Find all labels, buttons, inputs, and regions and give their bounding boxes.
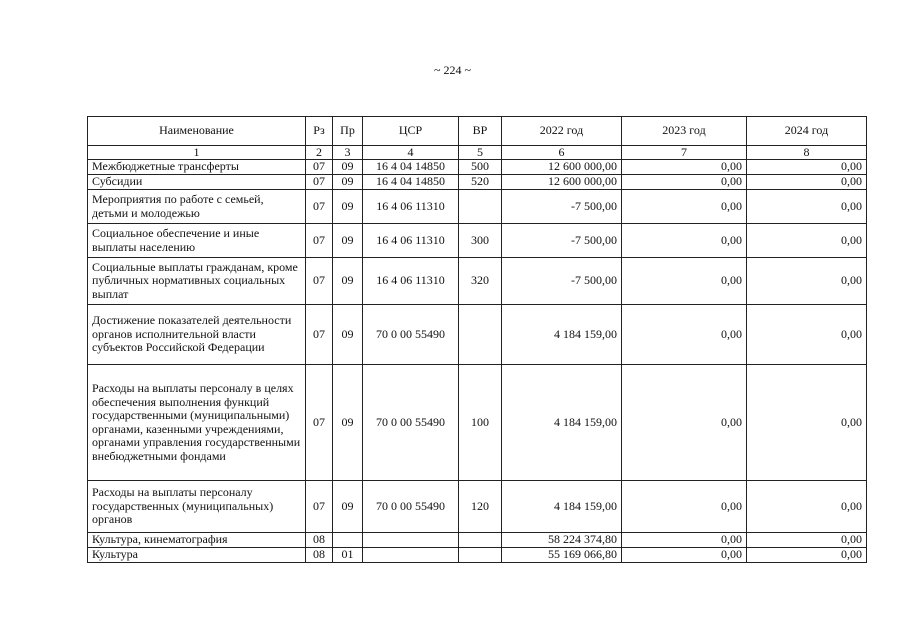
cell-2024: 0,00 (747, 160, 867, 175)
cell-2024: 0,00 (747, 305, 867, 365)
column-number: 2 (306, 146, 333, 160)
cell-name: Межбюджетные трансферты (88, 160, 306, 175)
cell-2022: 4 184 159,00 (502, 481, 622, 533)
cell-vr: 120 (459, 481, 502, 533)
header-2023: 2023 год (622, 117, 747, 146)
cell-name: Субсидии (88, 175, 306, 190)
table-row (88, 224, 867, 258)
cell-2024: 0,00 (747, 365, 867, 481)
cell-csr: 16 4 06 11310 (363, 190, 459, 224)
cell-2022: 58 224 374,80 (502, 533, 622, 548)
cell-rz: 07 (306, 481, 333, 533)
cell-2022: 4 184 159,00 (502, 305, 622, 365)
cell-2022: -7 500,00 (502, 258, 622, 305)
column-number: 4 (363, 146, 459, 160)
cell-2023: 0,00 (622, 258, 747, 305)
cell-pr: 09 (333, 305, 363, 365)
cell-rz: 07 (306, 305, 333, 365)
cell-2023: 0,00 (622, 365, 747, 481)
table-row (88, 365, 867, 481)
cell-2024: 0,00 (747, 258, 867, 305)
cell-vr (459, 190, 502, 224)
column-number: 8 (747, 146, 867, 160)
cell-rz: 07 (306, 224, 333, 258)
column-number: 5 (459, 146, 502, 160)
table-row (88, 190, 867, 224)
table-row (88, 548, 867, 563)
cell-pr: 09 (333, 160, 363, 175)
page-number: ~ 224 ~ (434, 63, 471, 77)
cell-2022: 12 600 000,00 (502, 160, 622, 175)
table-row (88, 533, 867, 548)
cell-2024: 0,00 (747, 533, 867, 548)
cell-csr: 16 4 04 14850 (363, 175, 459, 190)
cell-2024: 0,00 (747, 190, 867, 224)
cell-2023: 0,00 (622, 160, 747, 175)
cell-2022: 4 184 159,00 (502, 365, 622, 481)
cell-pr: 01 (333, 548, 363, 563)
cell-csr: 16 4 06 11310 (363, 258, 459, 305)
cell-vr (459, 305, 502, 365)
cell-2024: 0,00 (747, 548, 867, 563)
cell-2023: 0,00 (622, 481, 747, 533)
cell-vr (459, 533, 502, 548)
cell-2023: 0,00 (622, 190, 747, 224)
cell-pr: 09 (333, 365, 363, 481)
column-number: 3 (333, 146, 363, 160)
cell-name: Социальное обеспечение и иные выплаты населению (88, 224, 306, 258)
table-row (88, 160, 867, 175)
header-2022: 2022 год (502, 117, 622, 146)
cell-pr: 09 (333, 224, 363, 258)
cell-rz: 07 (306, 175, 333, 190)
cell-csr: 16 4 06 11310 (363, 224, 459, 258)
cell-csr: 70 0 00 55490 (363, 481, 459, 533)
cell-name: Социальные выплаты гражданам, кроме публичных нормативных социальных выплат (88, 258, 306, 305)
cell-pr: 09 (333, 175, 363, 190)
cell-2022: 12 600 000,00 (502, 175, 622, 190)
budget-table (87, 116, 867, 563)
cell-vr: 320 (459, 258, 502, 305)
cell-vr: 500 (459, 160, 502, 175)
cell-name: Культура, кинематография (88, 533, 306, 548)
cell-2023: 0,00 (622, 548, 747, 563)
cell-rz: 07 (306, 258, 333, 305)
cell-csr (363, 533, 459, 548)
cell-2024: 0,00 (747, 481, 867, 533)
header-csr: ЦСР (363, 117, 459, 146)
cell-vr (459, 548, 502, 563)
table-row (88, 258, 867, 305)
cell-vr: 100 (459, 365, 502, 481)
cell-pr: 09 (333, 190, 363, 224)
header-2024: 2024 год (747, 117, 867, 146)
cell-csr: 70 0 00 55490 (363, 305, 459, 365)
cell-2022: -7 500,00 (502, 190, 622, 224)
cell-rz: 08 (306, 548, 333, 563)
cell-2024: 0,00 (747, 224, 867, 258)
cell-2022: 55 169 066,80 (502, 548, 622, 563)
cell-pr: 09 (333, 258, 363, 305)
cell-name: Расходы на выплаты персоналу в целях обеспечения выполнения функций государственными (муниципальными) органами, казенными учреждениями, органами управления государственными внебюджетными фондами (88, 365, 306, 481)
cell-2023: 0,00 (622, 305, 747, 365)
cell-2023: 0,00 (622, 175, 747, 190)
cell-pr: 09 (333, 481, 363, 533)
column-number: 6 (502, 146, 622, 160)
cell-csr: 16 4 04 14850 (363, 160, 459, 175)
column-number: 7 (622, 146, 747, 160)
cell-vr: 300 (459, 224, 502, 258)
cell-2022: -7 500,00 (502, 224, 622, 258)
header-name: Наименование (88, 117, 306, 146)
cell-2024: 0,00 (747, 175, 867, 190)
cell-vr: 520 (459, 175, 502, 190)
cell-csr (363, 548, 459, 563)
cell-2023: 0,00 (622, 533, 747, 548)
header-row (88, 117, 867, 146)
cell-name: Культура (88, 548, 306, 563)
table-row (88, 175, 867, 190)
cell-rz: 07 (306, 160, 333, 175)
table-row (88, 481, 867, 533)
cell-rz: 07 (306, 365, 333, 481)
table-row (88, 305, 867, 365)
cell-pr (333, 533, 363, 548)
cell-name: Расходы на выплаты персоналу государственных (муниципальных) органов (88, 481, 306, 533)
cell-name: Достижение показателей деятельности органов исполнительной власти субъектов Российской Федерации (88, 305, 306, 365)
column-number: 1 (88, 146, 306, 160)
cell-rz: 08 (306, 533, 333, 548)
header-vr: ВР (459, 117, 502, 146)
column-number-row (88, 146, 867, 160)
header-pr: Пр (333, 117, 363, 146)
cell-rz: 07 (306, 190, 333, 224)
cell-csr: 70 0 00 55490 (363, 365, 459, 481)
cell-2023: 0,00 (622, 224, 747, 258)
header-rz: Рз (306, 117, 333, 146)
cell-name: Мероприятия по работе с семьей, детьми и молодежью (88, 190, 306, 224)
